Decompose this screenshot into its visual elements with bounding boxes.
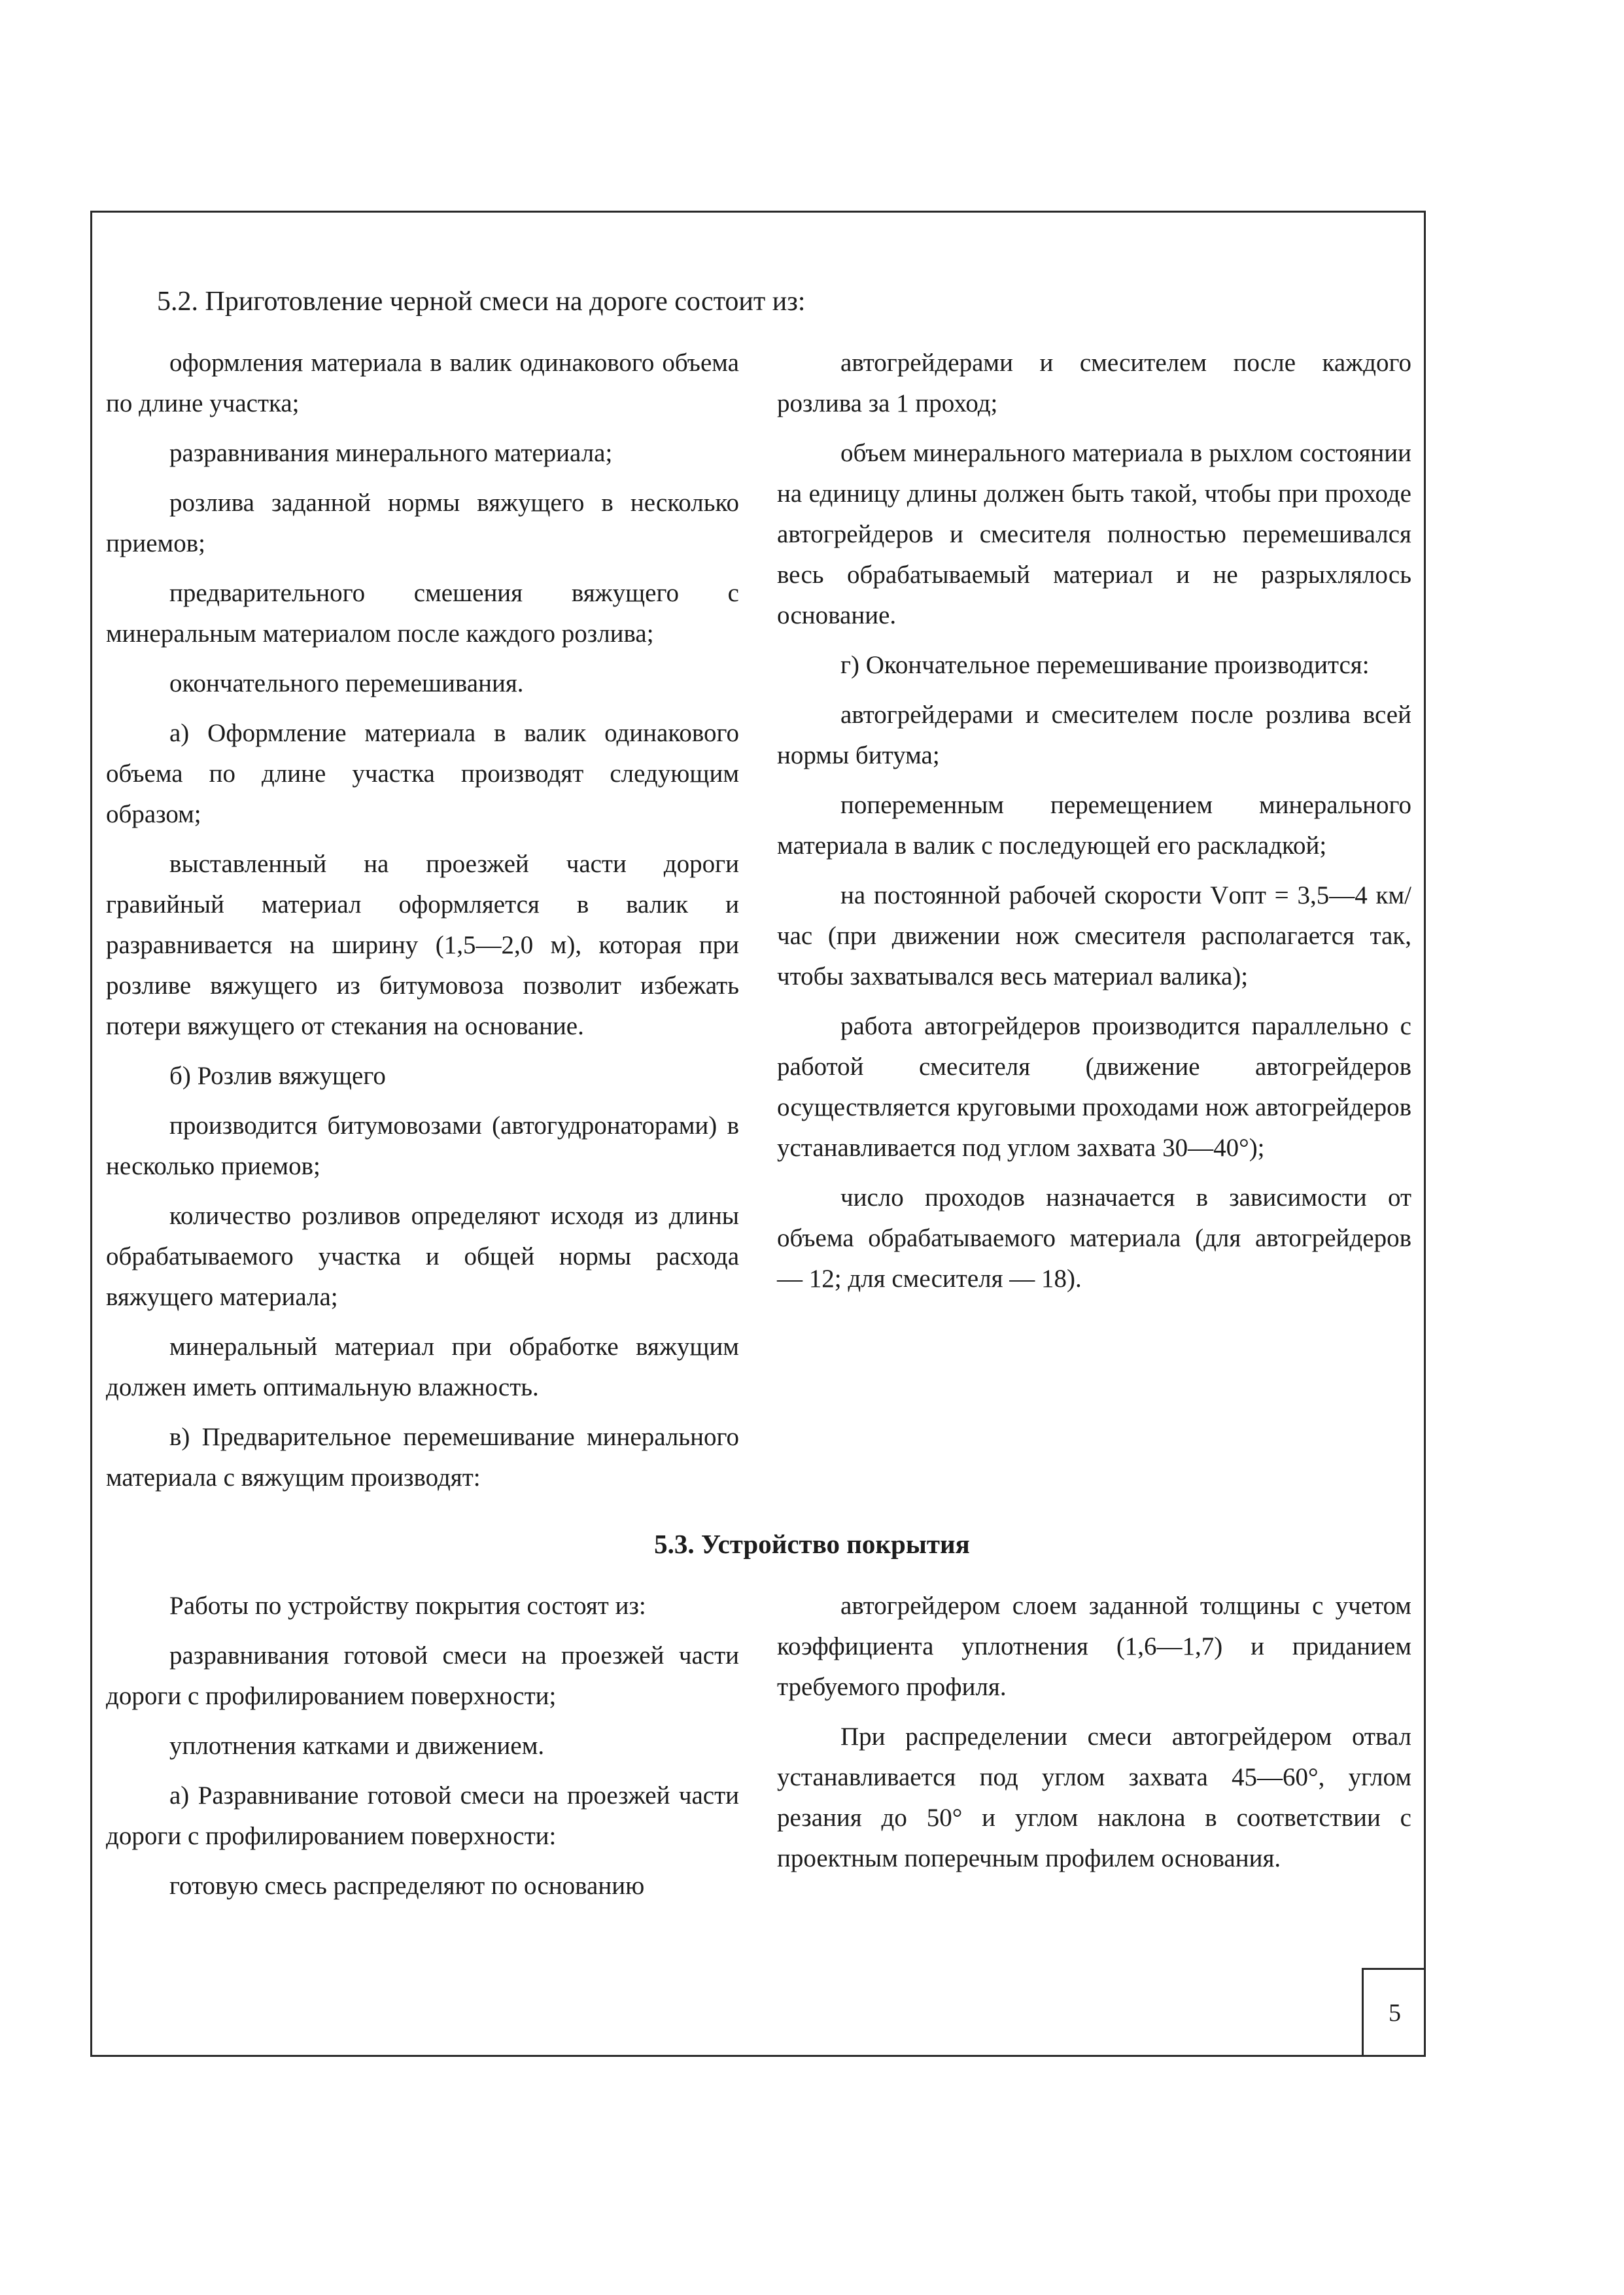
paragraph: число проходов назначается в зависимости от объема обрабатываемого материала (для автогрейдеров — 12; для смесителя — 18). (777, 1183, 1411, 1293)
paragraph: производится битумовозами (автогудронаторами) в несколько приемов; (106, 1112, 739, 1180)
paragraph: а) Разравнивание готовой смеси на проезжей части дороги с профилированием поверхности: (106, 1781, 739, 1850)
paragraph: автогрейдерами и смесителем после каждого розлива за 1 проход; (777, 349, 1411, 417)
page-number: 5 (1389, 1999, 1401, 2027)
paragraph: количество розливов определяют исходя из длины обрабатываемого участка и общей нормы расхода вяжущего материала; (106, 1202, 739, 1311)
paragraph: попеременным перемещением минерального материала в валик с последующей его раскладкой; (777, 791, 1411, 860)
section-title: 5.3. Устройство покрытия (654, 1529, 970, 1559)
paragraph: минеральный материал при обработке вяжущим должен иметь оптимальную влажность. (106, 1333, 739, 1401)
paragraph: работа автогрейдеров производится параллельно с работой смесителя (движение автогрейдеров осуществляется круговыми проходами нож автогрейдеров устанавливается под углом захвата 30—40°); (777, 1012, 1411, 1162)
intro-line: 5.2. Приготовление черной смеси на дороге состоит из: (157, 287, 806, 317)
paragraph: а) Оформление материала в валик одинакового объема по длине участка производят следующим образом; (106, 719, 739, 828)
paragraph: б) Розлив вяжущего (169, 1062, 386, 1090)
column-right-top (777, 343, 1411, 1308)
paragraph: автогрейдерами и смесителем после розлива всей нормы битума; (777, 701, 1411, 769)
paragraph: оформления материала в валик одинакового объема по длине участка; (106, 349, 739, 417)
paragraph: окончательного перемешивания. (169, 669, 524, 697)
paragraph: объем минерального материала в рыхлом состоянии на единицу длины должен быть такой, чтобы при проходе автогрейдеров и смесителя полностью перемешивался весь обрабатываемый материал и не разрыхлялось основание. (777, 439, 1411, 629)
paragraph: г) Окончательное перемешивание производится: (840, 651, 1370, 679)
column-left-bottom (106, 1586, 739, 1916)
paragraph: на постоянной рабочей скорости Vопт = 3,5—4 км/час (при движении нож смесителя располагается так, чтобы захватывался весь материал валика); (777, 881, 1411, 990)
paragraph: разравнивания минерального материала; (169, 439, 613, 467)
paragraph: предварительного смешения вяжущего с минеральным материалом после каждого розлива; (106, 579, 739, 648)
paragraph: розлива заданной нормы вяжущего в несколько приемов; (106, 489, 739, 557)
column-left-top (106, 343, 739, 1507)
paragraph: автогрейдером слоем заданной толщины с учетом коэффициента уплотнения (1,6—1,7) и приданием требуемого профиля. (777, 1592, 1411, 1701)
paragraph: Работы по устройству покрытия состоят из: (169, 1592, 646, 1620)
column-right-bottom (777, 1586, 1411, 1888)
paragraph: выставленный на проезжей части дороги гравийный материал оформляется в валик и разравнивается на ширину (1,5—2,0 м), которая при розливе вяжущего из битумовоза позволит избежать потери вяжущего от стекания на основание. (106, 850, 739, 1040)
paragraph: При распределении смеси автогрейдером отвал устанавливается под углом захвата 45—60°, углом резания до 50° и углом наклона в соответствии с проектным поперечным профилем основания. (777, 1723, 1411, 1872)
paragraph: разравнивания готовой смеси на проезжей части дороги с профилированием поверхности; (106, 1641, 739, 1710)
page-number-box (1362, 1968, 1426, 2056)
paragraph: уплотнения катками и движением. (169, 1732, 545, 1760)
paragraph: в) Предварительное перемешивание минерального материала с вяжущим производят: (106, 1423, 739, 1492)
paragraph: готовую смесь распределяют по основанию (169, 1872, 645, 1900)
